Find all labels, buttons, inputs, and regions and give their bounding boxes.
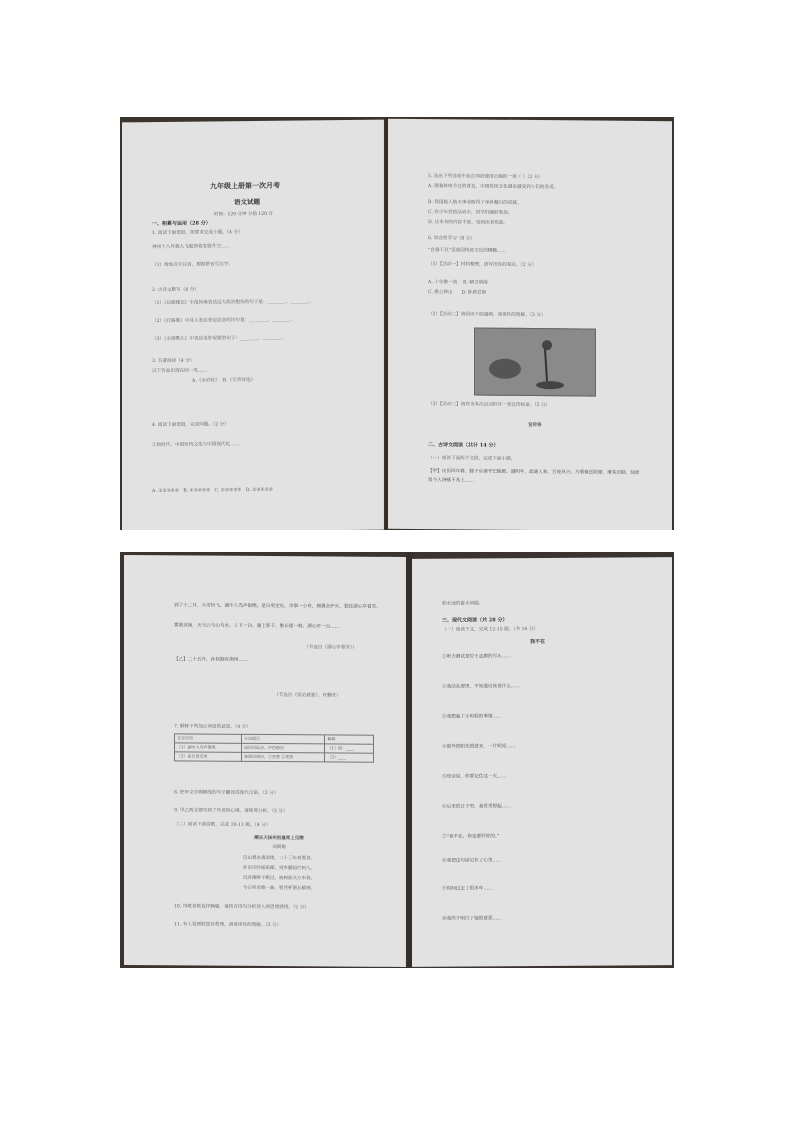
- table-header: 文言语句: [175, 734, 242, 743]
- cartoon-drawing: [475, 329, 595, 396]
- story-title: 我不在: [530, 638, 546, 646]
- passage-jia-cont: 雾凇沆砀，天与云与山与水，上下一白。湖上影子，惟长堤一痕、湖心亭一点……: [174, 623, 340, 630]
- poem-line: 沉舟侧畔千帆过，病树前头万木春。: [243, 875, 315, 882]
- paragraph: ⑤母亲说，你要记住这一天……: [442, 774, 507, 780]
- paragraph: ①听力测试室位于走廊的尽头……: [442, 654, 511, 660]
- exam-page-left-2: [124, 555, 406, 967]
- cartoon-illustration: [474, 328, 596, 397]
- exam-page-right: [388, 119, 672, 530]
- question-list-right: 5. 选出下列各项中加点词语使用正确的一项（ ）（2 分） A. 随着传统节日的普及，中国传统文化越来越受到人们的喜爱。 B. 我国载人航天事业取得了举世瞩目的成就。 C. 在少年宫的活动中，同学们踊跃参加。 D. 这本书的内容丰富，受到读者欢迎。 6. 综合性学习（8 分） “自强不息”是我国传统文化的精髓…… （1）【活动一】材料整理，请写出你的看法。（2 分） A. 十年磨一剑 B. 精卫填海 C. 愚公移山 D. 卧薪尝胆 （2）【活动二】请阅读下面漫画，谈谈你的理解。（2 分）: [428, 174, 559, 319]
- explanation-table: [174, 733, 374, 762]
- passage-jia: 到了十二月，大雪纷飞，湖中人鸟声俱绝。是日更定矣，余拏一小舟，拥毳衣炉火，独往湖心亭看雪。: [174, 603, 381, 610]
- exam-title: 九年级上册第一次月考: [210, 180, 280, 191]
- poem-line: 怀旧空吟闻笛赋，到乡翻似烂柯人。: [243, 865, 315, 872]
- question-9: 9. 甲乙两文都写到了作者的心境，请简要分析。（2 分）: [174, 808, 288, 815]
- poem-line: 今日听君歌一曲，暂凭杯酒长精神。: [243, 885, 315, 892]
- paragraph: ③我想起了小时候的事情……: [442, 714, 502, 720]
- paragraph: ④窗外的阳光照进来，一片明亮……: [442, 744, 516, 750]
- paragraph: ⑨时间过去了很多年……: [442, 886, 493, 892]
- exam-page-right-2: [412, 557, 672, 967]
- table-row: （1）湖中人鸟声俱绝 成语印证法，声色俱厉 （1）俱：____: [175, 743, 374, 753]
- activity-3: （3）【活动三】请你为本次活动拟写一条宣传标语。（2 分）: [428, 402, 551, 409]
- question-list: 神州十八号载人飞船即将发射升空…… （1）给加点字注音，根据拼音写汉字。 2. 古诗文默写（8 分） （1）《岳阳楼记》中范仲淹表达远大政治抱负的句子是：________，________。 （2）《行路难》中诗人表达坚定信念的诗句是：________，________。 （3）《水调歌头》中表达美好祝愿的句子：________，________。 3. 名著阅读（4 分） 以下作品出现在同一页…… A.《水浒传》 B.《艾青诗选》 4. 阅读下面语段，完成问题。（2 分） ①新时代，中国传统文化与中国现代化…… A. ①②③④⑤ B. ①③②④⑤ C. ①②④③⑤ D. ①③④②⑤: [152, 244, 314, 495]
- exam-meta: 时间：120 分钟 分值 120 分: [214, 211, 273, 218]
- exam-page-left: [122, 120, 384, 530]
- table-header: 解释: [325, 735, 374, 744]
- poem-author: 刘禹锡: [272, 845, 286, 851]
- section-heading-2: 二、古诗文阅读（共计 14 分）: [428, 442, 499, 449]
- poem-title: 酬乐天扬州初逢席上见赠: [254, 835, 304, 842]
- table-header: 方法提示: [241, 734, 324, 744]
- table-row: （2）是日更定矣 查阅词典法，①更替 ②更加 （2）____: [175, 752, 374, 762]
- subsection-3: （一）阅读下文，完成 12-15 题。（共 16 分）: [442, 627, 539, 633]
- continued-line: 积水池的蓄水问题。: [442, 601, 484, 607]
- exam-photo-top: [120, 117, 674, 530]
- section-heading-3: 三、现代文阅读（共 28 分）: [442, 617, 508, 624]
- passage-text: 【甲】庆历四年春，滕子京谪守巴陵郡。越明年，政通人和，百废具兴。乃重修岳阳楼，增其旧制，刻唐贤今人诗赋于其上……: [428, 469, 640, 484]
- paragraph: ②我站在那里，不知道应该说什么……: [442, 684, 521, 690]
- question-10: 10. 诗歌首联直抒胸臆，请结合诗句分析诗人的思想感情。（2 分）: [174, 904, 309, 911]
- caption: 宣传语: [528, 422, 542, 429]
- exam-subtitle: 语文试题: [234, 197, 260, 207]
- section-heading: 一、积累与运用（28 分）: [152, 220, 211, 228]
- source-note-1: （节选自《湖心亭看雪》）: [304, 645, 357, 651]
- passage-yi: 【乙】二十五年，孙权据有荆州……: [174, 657, 248, 663]
- question-8: 8. 把甲文中画横线的句子翻译成现代汉语。（2 分）: [174, 790, 279, 797]
- paragraph: ⑧我把这句话记在了心里……: [442, 858, 502, 864]
- paragraph: ⑥后来的日子里，我常常想起……: [442, 804, 511, 810]
- exam-photo-bottom: [120, 552, 674, 968]
- poem-section-heading: （二）阅读下面诗歌，完成 10-11 题。（4 分）: [174, 822, 271, 829]
- question-11: 11. 有人说颈联富有哲理，请谈谈你的理解。（2 分）: [174, 922, 282, 929]
- source-note-2: （节选自《资治通鉴》，有删改）: [274, 693, 341, 699]
- question-7: 7. 解释下列加点词语的意思。（4 分）: [174, 724, 251, 730]
- poem-line: 巴山楚水凄凉地，二十三年弃置身。: [243, 855, 315, 862]
- question-1: 1. 阅读下面语段，按要求完成小题。（4 分）: [152, 230, 243, 237]
- subsection-1: （一）阅读下面两个文段，完成下面小题。: [428, 456, 516, 462]
- paragraph: ⑦“我不在，你也要好好的。”: [442, 834, 500, 840]
- paragraph: ⑩我终于明白了她的意思……: [442, 916, 502, 922]
